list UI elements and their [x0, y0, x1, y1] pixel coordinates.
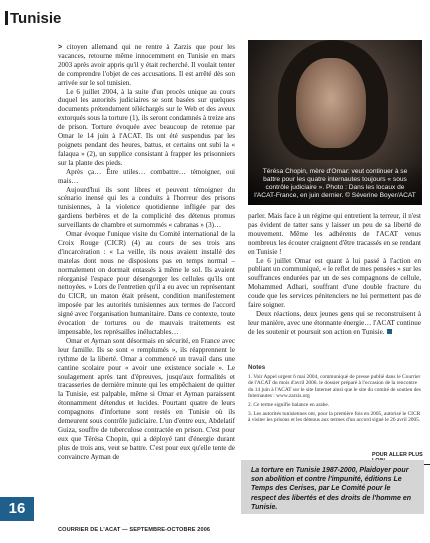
continuation-arrow-icon: > [58, 43, 67, 51]
article-paragraph: Omar et Ayman sont désormais en sécurité, en France avec leur famille. Ils se sont « remplumés », ils réapprennent le rythme de la liberté. Omar a commencé un travail dans une cantine scolaire pour « avoir une existence sociale ». Le soulagement après tant d'épreuves, jusqu'aux formalités et tracasseries de dernière minute qui les empêchaient de quitter la Tunisie, est palpable, même si Omar et Ayman paraissent étonnamment détendus et lucides. Pourtant quatre de leurs compagnons d'infortune sont restés en Tunisie où ils demeurent sous contrôle judiciaire. L'un d'entre eux, Abdelatif Guiza, souffre de tuberculose contractée en prison. C'est pour eux que Térésa Chopin, qui a déployé tant d'énergie durant plus de trois ans, veut se battre. C'est pour eux qu'elle tente de convaincre Ayman de [58, 336, 235, 461]
note-item: 1. Voir Appel urgent 6 mai 2004, communiqué de presse publié dans le Courrier de l'ACAT du mois d'avril 2006. le dossier préparé à l'occasion de la rencontre du 14 juin à l'ACAT sur le site Internet ainsi que le site du comité de soutien des Internautes : www.zarzis.org [248, 373, 421, 400]
end-mark-icon [387, 329, 392, 334]
photo-terasa-chopin [248, 40, 422, 205]
article-paragraph: Omar évoque l'unique visite du Comité international de la Croix Rouge (CICR) (4) au cours de ses trois ans d'incarcération : « La veille, ils nous avaient installé des matelas dont nous ne disposions pas en temps normal – normalement on dormait entassés à même le sol. Ils avaient réorganisé l'espace pour désengorger les cellules qu'ils ont nettoyées. » Lors de l'entretien qu'il a eu avec un représentant du CICR, un maton était présent, condition manifestement imposée par les autorités tunisiennes aux termes de l'accord signé avec l'organisation humanitaire. Dans ce contexte, toute évocation de tortures ou de mauvais traitements est impensable, les représailles inéluctables… [58, 230, 235, 336]
further-reading-text: La torture en Tunisie 1987-2000, Plaidoyer pour son abolition et contre l'impunité, éditions Le Temps des Cerises, par Le Comité pour le respect des libertés et des droits de l'homme en Tunisie. [251, 467, 411, 511]
footer-text: COURRIER DE L'ACAT — SEPTEMBRE-OCTOBRE 2006 [58, 527, 211, 533]
notes-heading: Notes [248, 364, 266, 371]
note-item: 2. Ce terme signifie balance en arabe. [248, 401, 330, 408]
section-bar [5, 11, 8, 25]
photo-caption: Térésa Chopin, mère d'Omar: veut continuer à se battre pour les quatre internautes toujours « sous contrôle judiciaire ». Photo : Dans les locaux de l'ACAT-France, en juin dernier. © Séverine Boyer/ACAT [248, 164, 422, 205]
article-paragraph: Deux réactions, deux jeunes gens qui se reconstruisent à leur manière, avec une étonnante énergie… l'ACAT continue de les soutenir et poursuit son action en Tunisie. [248, 309, 421, 336]
photo-face-shape [296, 58, 366, 148]
section-title: Tunisie [5, 10, 61, 27]
notes-section [248, 365, 421, 426]
article-paragraph: Aujourd'hui ils sont libres et peuvent témoigner du scénario inensé qui les a conduits à l'horreur des prisons tunisiennes, à la violence quotidienne infligée par des gardiens berbères et de la complicité des détenus promus surveillants de chambre et surnommés « cabranas » (3)… [58, 185, 235, 230]
article-paragraph: parler. Mais face à un régime qui entretient la terreur, il n'est pas évident de tatter sans y laisser un peu de sa liberté de mouvement. Même les adhérents de l'ACAT venus nombreux les écouter craignent d'être tracassés en se rendant en Tunisie ! [248, 212, 421, 256]
article-paragraph: Le 6 juillet Omar est quant à lui passé à l'action en publiant un communiqué, « le reflet de mes pensées » sur les souffrances endurées par un de ses compagnons de cellule, Mohammed Adhari, souffrant d'une double fracture du coude que les services pénitenciers ne lui permettent pas de faire soigner. [248, 256, 421, 310]
article-left-column [58, 43, 235, 501]
note-item: 3. Les autorités tunisiennes ont, pour la première fois en 2005, autorisé le CICR à visiter les prisons et les détenus aux termes d'un accord signé le 26 avril 2005. [248, 410, 421, 424]
article-paragraph: Le 6 juillet 2004, à la suite d'un procès unique au cours duquel les autorités judiciaires se sont basées sur quelques documents prétendument téléchargés sur le Web et des aveux extorqués sous la torture (1), ils seront condamnés à treize ans de prison. Torture évoquée avec beaucoup de retenue par Omar le 14 juin à l'ACAT. Ils ont été suspendus par les poignets pendant des heures, battus, et certains ont subi la « falaqua » (2), un supplice consistant à frapper les prisonniers sur la plante des pieds. [58, 87, 235, 167]
article-right-column [248, 212, 421, 337]
further-reading-box [241, 460, 424, 514]
page-number: 16 [0, 497, 34, 521]
further-reading-label: POUR ALLER PLUS [372, 452, 430, 465]
article-paragraph: > citoyen allemand qui ne rentre à Zarzis que pour les vacances, retourne même innocemment en Tunisie en mars 2003 après avoir appris qu'il y était recherché. Il voulait tenter de comprendre l'objet de ces accusations. Il est arrêté dès son arrivée sur le sol tunisien. [58, 43, 235, 87]
article-paragraph: Après ça… Être utiles… combattre… témoigner, oui mais… [58, 167, 235, 185]
